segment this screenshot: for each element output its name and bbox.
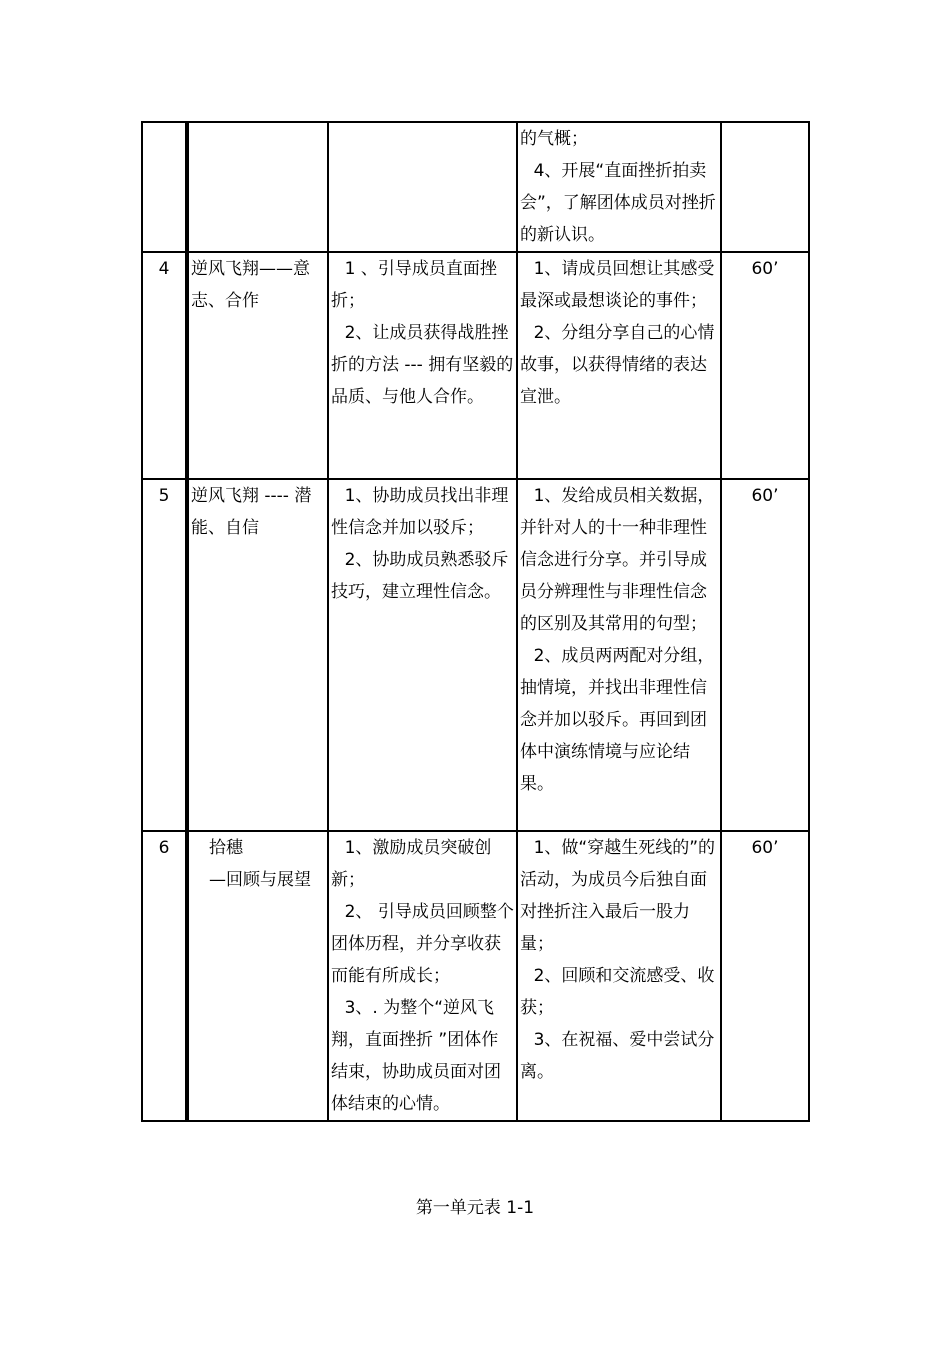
activity-text: 1、做“穿越生死线的”的活动，为成员今后独自面对挫折注入最后一股力量； <box>520 838 716 954</box>
session-theme: 逆风飞翔——意志、合作 <box>191 259 310 311</box>
session-theme: 逆风飞翔 ---- 潜能、自信 <box>191 486 312 538</box>
activity-text: 1、发给成员相关数据，并针对人的十一种非理性信念进行分享。并引导成员分辨理性与非理性信念的区别及其常用的句型； <box>520 486 715 634</box>
session-theme: 拾穗 <box>209 838 243 858</box>
session-time: 60’ <box>751 259 779 279</box>
session-plan-table <box>141 121 810 1122</box>
session-time-cell <box>721 252 809 479</box>
session-activity-cell <box>517 479 721 831</box>
goal-text: 2、 引导成员回顾整个团体历程，并分享收获而能有所成长； <box>331 902 514 986</box>
session-goal-cell <box>328 122 517 252</box>
session-time: 60’ <box>751 486 779 506</box>
session-goal-cell <box>328 252 517 479</box>
goal-text: 1、激励成员突破创新； <box>331 838 492 890</box>
session-time: 60’ <box>751 838 779 858</box>
session-activity-cell <box>517 831 721 1121</box>
session-number-cell <box>142 831 187 1121</box>
session-goal-cell <box>328 479 517 831</box>
session-time-cell <box>721 831 809 1121</box>
session-theme-cell <box>187 122 328 252</box>
session-activity-cell <box>517 122 721 252</box>
session-number: 5 <box>158 486 170 506</box>
goal-text: 3、. 为整个“逆风飞翔，直面挫折 ”团体作结束，协助成员面对团体结束的心情。 <box>331 998 501 1114</box>
session-theme-cell <box>187 479 328 831</box>
session-number: 6 <box>158 838 170 858</box>
table-row <box>142 479 809 831</box>
goal-text: 1、协助成员找出非理性信念并加以驳斥； <box>331 486 509 538</box>
session-number: 4 <box>158 259 170 279</box>
session-time-cell <box>721 479 809 831</box>
activity-text: 1、请成员回想让其感受最深或最想谈论的事件； <box>520 259 715 311</box>
activity-text: 3、在祝福、爱中尝试分离。 <box>520 1030 715 1082</box>
session-theme-cell <box>187 831 328 1121</box>
goal-text: 2、协助成员熟悉驳斥技巧，建立理性信念。 <box>331 550 509 602</box>
session-number-cell <box>142 252 187 479</box>
activity-text: 2、成员两两配对分组，抽情境，并找出非理性信念并加以驳斥。再回到团体中演练情境与应论结果。 <box>520 646 715 794</box>
session-goal-cell <box>328 831 517 1121</box>
session-theme-subtitle: —回顾与展望 <box>209 870 311 890</box>
session-number-cell <box>142 122 187 252</box>
activity-text: 4、开展“直面挫折拍卖会”，了解团体成员对挫折的新认识。 <box>520 161 716 245</box>
table-row <box>142 122 809 252</box>
table-caption: 第一单元表 1-1 <box>415 1198 535 1218</box>
session-theme-cell <box>187 252 328 479</box>
session-number-cell <box>142 479 187 831</box>
table-row <box>142 252 809 479</box>
table-row <box>142 831 809 1121</box>
session-activity-cell <box>517 252 721 479</box>
goal-text: 1 、引导成员直面挫折； <box>331 259 497 311</box>
activity-text: 2、分组分享自己的心情故事，以获得情绪的表达宣泄。 <box>520 323 715 407</box>
goal-text: 2、让成员获得战胜挫折的方法 --- 拥有坚毅的品质、与他人合作。 <box>331 323 514 407</box>
activity-text: 的气概； <box>520 129 588 149</box>
activity-text: 2、回顾和交流感受、收获； <box>520 966 715 1018</box>
session-time-cell <box>721 122 809 252</box>
